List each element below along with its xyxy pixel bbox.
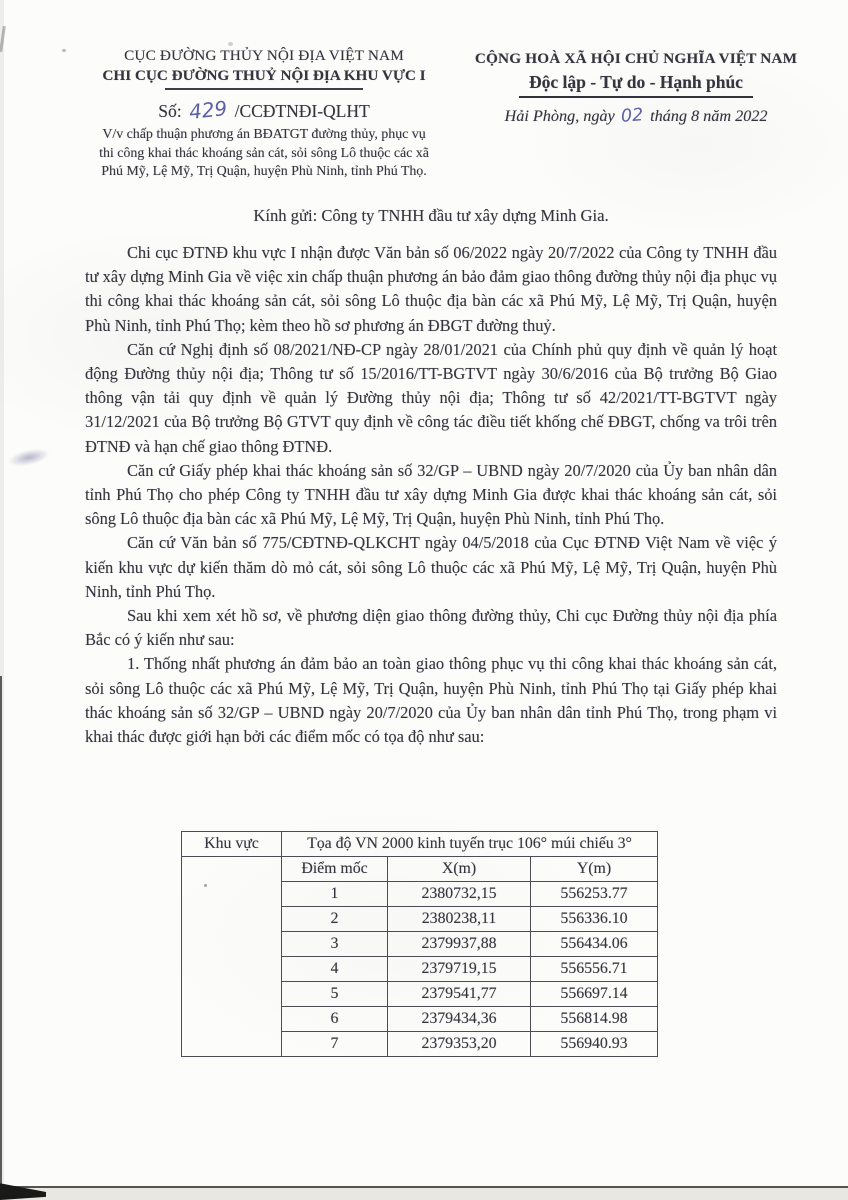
x-cell: 2379541,77 [388,982,531,1007]
y-cell: 556697.14 [531,982,658,1007]
point-cell: 2 [282,907,388,932]
x-column-header: X(m) [388,857,531,882]
body-paragraph: Sau khi xem xét hồ sơ, về phương diện giao thông đường thủy, Chi cục Đường thủy nội địa phía Bắc có ý kiến như sau: [85,606,777,650]
scan-mark [0,26,6,52]
subject-line-1: V/v chấp thuận phương án BĐATGT đường thủy, phục vụ [102,127,426,142]
x-cell: 2380732,15 [388,882,531,907]
national-header-block [436,50,836,126]
y-cell: 556556.71 [531,957,658,982]
coordinates-table [181,831,658,1057]
x-cell: 2379434,36 [388,1007,531,1032]
national-name: CỘNG HOÀ XÃ HỘI CHỦ NGHĨA VIỆT NAM [474,50,798,67]
point-cell: 5 [282,982,388,1007]
y-cell: 556814.98 [531,1007,658,1032]
y-column-header: Y(m) [531,857,658,882]
body-paragraph: Căn cứ Nghị định số 08/2021/NĐ-CP ngày 28/01/2021 của Chính phủ quy định về quản lý hoạt động Đường thủy nội địa; Thông tư số 15/2016/TT-BGTVT ngày 30/6/2016 của Bộ trưởng Bộ Giao thông vận tải quy định về quản lý Đường thủy nội địa; Thông tư số 42/2021/TT-BGTVT ngày 31/12/2021 của Bộ trưởng Bộ GTVT quy định về công tác điều tiết khống chế ĐBGT, chống va trôi trên ĐTNĐ và hạn chế giao thông ĐTNĐ. [85,339,777,456]
scan-bottom-edge-line [0,1186,848,1188]
subject-line-3: Phú Mỹ, Lệ Mỹ, Trị Quận, huyện Phù Ninh, tỉnh Phú Thọ. [101,164,427,180]
point-cell: 6 [282,1007,388,1032]
coord-system-header-cell: Tọa độ VN 2000 kinh tuyến trục 106° múi chiếu 3° [282,832,658,857]
issue-date-line [436,106,836,126]
scan-left-edge-shade [0,0,4,1200]
document-number-label: Số: [158,101,182,121]
body-paragraph: Căn cứ Giấy phép khai thác khoáng sản số 32/GP – UBND ngày 20/7/2020 của Ủy ban nhân dân tỉnh Phú Thọ cho phép Công ty TNHH đầu tư xây dựng Minh Gia được khai thác khoáng sản cát, sỏi sông Lô thuộc địa bàn các xã Phú Mỹ, Lệ Mỹ, Trị Quận, huyện Phù Ninh, tỉnh Phú Thọ. [85,460,777,529]
point-cell: 1 [282,882,388,907]
scan-left-edge-line [0,676,2,1188]
scan-bottom-corner-mark [0,1179,46,1200]
x-cell: 2379719,15 [388,957,531,982]
salutation: Kính gửi: Công ty TNHH đầu tư xây dựng Minh Gia. [253,206,609,225]
parent-agency-name: CỤC ĐƯỜNG THỦY NỘI ĐỊA VIỆT NAM [124,47,404,64]
document-number-handwritten: 429 [187,96,229,124]
issue-day-handwritten: 02 [620,105,644,127]
y-cell: 556336.10 [531,907,658,932]
x-cell: 2379353,20 [388,1032,531,1057]
y-cell: 556253.77 [531,882,658,907]
scan-speck [228,42,233,46]
body-paragraph: Căn cứ Văn bản số 775/CĐTNĐ-QLKCHT ngày 04/5/2018 của Cục ĐTNĐ Việt Nam về việc ý kiến khu vực dự kiến thăm dò mỏ cát, sỏi sông Lô thuộc các xã Phú Mỹ, Lệ Mỹ, Trị Quận, huyện Phù Ninh, tỉnh Phú Thọ. [85,533,777,601]
agency-underline [165,88,363,90]
x-cell: 2380238,11 [388,907,531,932]
national-motto: Độc lập - Tự do - Hạnh phúc [519,72,753,98]
area-header-cell: Khu vực [182,832,282,857]
issuing-agency-block [66,47,462,182]
scan-ink-smudge [7,446,51,469]
document-number-line [66,98,462,122]
point-cell: 4 [282,957,388,982]
agency-name: CHI CỤC ĐƯỜNG THUỶ NỘI ĐỊA KHU VỰC I [102,67,426,84]
document-subject [66,126,462,182]
y-cell: 556940.93 [531,1032,658,1057]
body-paragraph: 1. Thống nhất phương án đảm bảo an toàn giao thông phục vụ thi công khai thác khoáng sản cát, sỏi sông Lô thuộc các xã Phú Mỹ, Lệ Mỹ, Trị Quận, huyện Phù Ninh, tỉnh Phú Thọ tại Giấy phép khai thác khoáng sản số 32/GP – UBND ngày 20/7/2020 của Ủy ban nhân dân tỉnh Phú Thọ, trong phạm vi khai thác được giới hạn bởi các điểm mốc có tọa độ như sau: [85,654,777,747]
point-column-header: Điểm mốc [282,857,388,882]
body-paragraph: Chi cục ĐTNĐ khu vực I nhận được Văn bản số 06/2022 ngày 20/7/2022 của Công ty TNHH đầu tư xây dựng Minh Gia về việc xin chấp thuận phương án bảo đảm giao thông đường thủy nội địa phục vụ thi công khai thác khoáng sản cát, sỏi sông Lô thuộc địa bàn các xã Phú Mỹ, Lệ Mỹ, Trị Quận, huyện Phù Ninh, tỉnh Phú Thọ; kèm theo hồ sơ phương án ĐBGT đường thuỷ. [85,243,777,335]
table-header-row [182,832,658,857]
point-cell: 3 [282,932,388,957]
scan-bottom-shade [0,1188,848,1200]
issue-date-suffix: tháng 8 năm 2022 [650,107,768,125]
x-cell: 2379937,88 [388,932,531,957]
area-empty-cell [182,857,282,1057]
subject-line-2: thi công khai thác khoáng sản cát, sỏi sông Lô thuộc các xã [99,145,429,161]
letter-body [85,241,777,749]
table-subheader-row [182,857,658,882]
issue-date-prefix: Hải Phòng, ngày [504,107,615,125]
document-number-suffix: /CCĐTNĐI-QLHT [234,101,370,121]
y-cell: 556434.06 [531,932,658,957]
point-cell: 7 [282,1032,388,1057]
